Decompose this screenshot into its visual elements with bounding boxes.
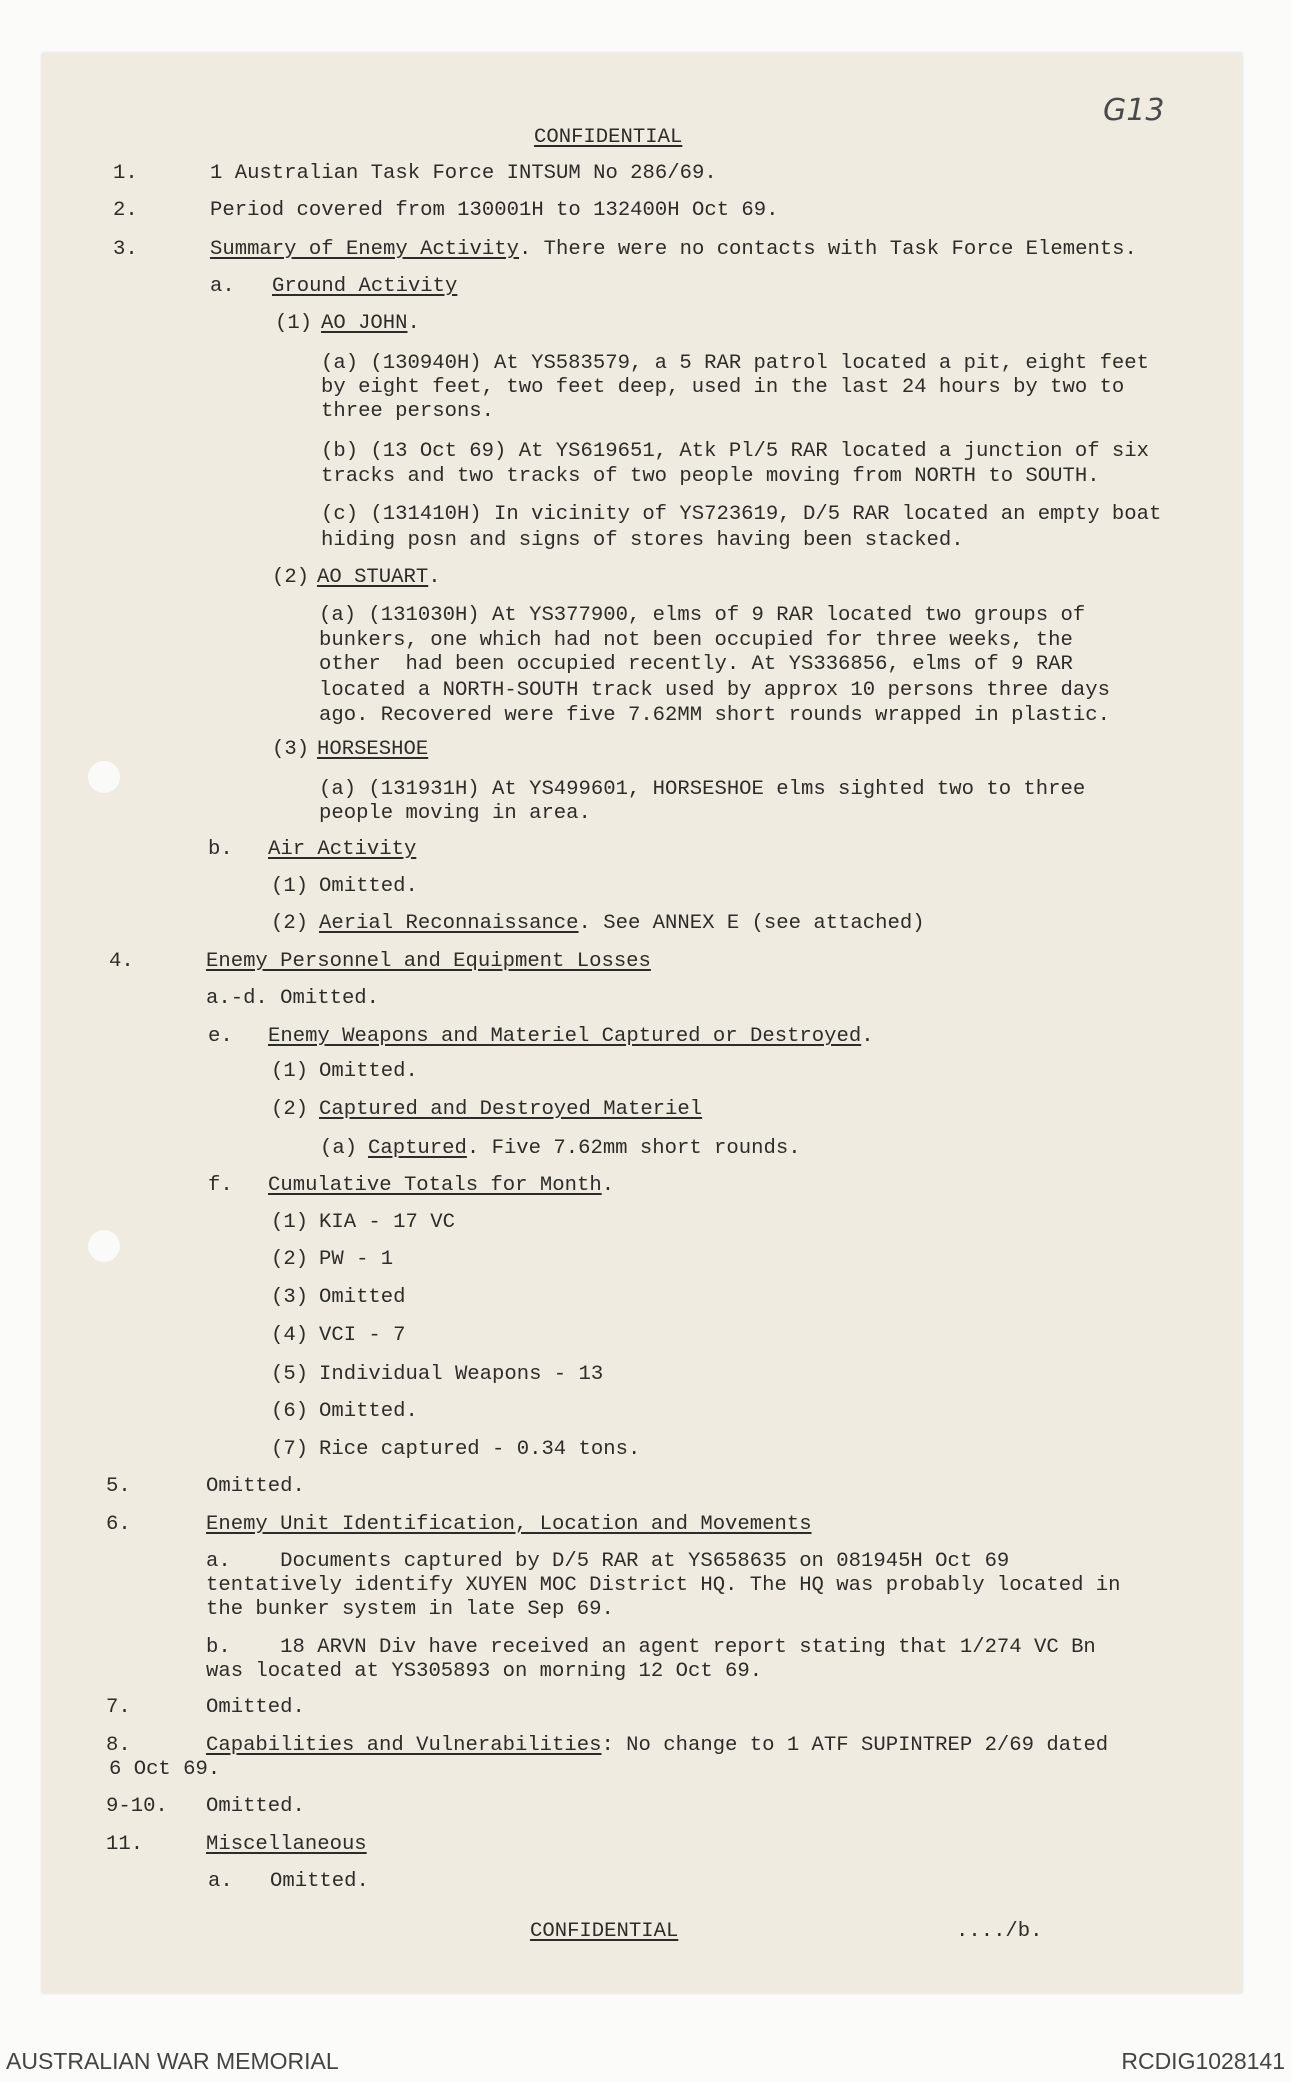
paragraph-number: (6) — [271, 1400, 309, 1423]
body-text: . — [407, 312, 420, 335]
paragraph-number: (2) — [271, 1248, 309, 1271]
text-line — [319, 1211, 455, 1235]
paragraph-number: b. — [208, 838, 233, 861]
paragraph-number: 8. — [106, 1734, 131, 1757]
body-text: was located at YS305893 on morning 12 Oct 69. — [206, 1660, 763, 1683]
body-text: bunkers, one which had not been occupied for three weeks, the — [319, 629, 1073, 652]
body-text: 6 Oct 69. — [109, 1758, 221, 1781]
body-text: three persons. — [321, 400, 495, 423]
body-text: . There were no contacts with Task Force Elements. — [518, 238, 1137, 261]
body-text: ago. Recovered were five 7.62MM short rounds wrapped in plastic. — [319, 704, 1110, 727]
body-text: tracks and two tracks of two people moving from NORTH to SOUTH. — [321, 465, 1100, 488]
text-line — [319, 1248, 393, 1272]
paragraph-number: (1) — [271, 1211, 309, 1234]
body-text: . Five 7.62mm short rounds. — [466, 1137, 801, 1160]
body-text: (a) (130940H) At YS583579, a 5 RAR patrol located a pit, eight feet — [321, 352, 1150, 375]
text-line — [206, 1734, 1108, 1758]
paragraph-number: 5. — [106, 1475, 131, 1498]
body-text: Period covered from 130001H to 132400H Oct 69. — [210, 199, 779, 222]
text-line — [319, 1324, 406, 1348]
body-text: : No change to 1 ATF SUPINTREP 2/69 dated — [601, 1734, 1109, 1757]
heading-text: Enemy Weapons and Materiel Captured or Destroyed — [268, 1025, 862, 1048]
text-line — [206, 987, 379, 1011]
heading-text: HORSESHOE — [317, 738, 429, 761]
text-line — [206, 1550, 1009, 1574]
paragraph-number: (2) — [271, 1098, 309, 1121]
footer-classification: CONFIDENTIAL — [530, 1920, 679, 1943]
paragraph-number: (1) — [271, 875, 309, 898]
paragraph-number: 6. — [106, 1513, 131, 1536]
paragraph-number: a. — [210, 275, 235, 298]
text-line — [210, 238, 1137, 262]
heading-text: AO JOHN — [321, 312, 408, 335]
text-line — [268, 1025, 874, 1049]
body-text: the bunker system in late Sep 69. — [206, 1598, 614, 1621]
paragraph-number: (1) — [271, 1060, 309, 1083]
paragraph-number: 9-10. — [106, 1795, 168, 1818]
body-text: Omitted. — [319, 1060, 418, 1083]
archive-id: RCDIG1028141 — [1121, 2048, 1285, 2074]
body-text: . — [601, 1174, 615, 1197]
text-line — [321, 529, 964, 553]
text-line — [321, 312, 420, 336]
text-line — [319, 704, 1110, 728]
text-line — [319, 1286, 406, 1310]
paragraph-number: (2) — [271, 912, 309, 935]
body-text: Omitted. — [270, 1870, 369, 1893]
body-text: a. Documents captured by D/5 RAR at YS658635 on 081945H Oct 69 — [206, 1550, 1010, 1573]
text-line — [317, 566, 441, 590]
body-text: . — [428, 566, 441, 589]
text-line — [319, 875, 418, 899]
paragraph-number: (4) — [271, 1324, 309, 1347]
body-text: people moving in area. — [319, 802, 591, 825]
text-line — [319, 629, 1073, 653]
heading-text: Enemy Unit Identification, Location and Movements — [206, 1513, 812, 1536]
heading-text: Aerial Reconnaissance — [319, 912, 579, 935]
text-line — [206, 950, 651, 974]
paragraph-number: 2. — [113, 199, 138, 222]
heading-text: Enemy Personnel and Equipment Losses — [206, 950, 651, 973]
paragraph-number: 11. — [106, 1833, 144, 1856]
body-text: hiding posn and signs of stores having been stacked. — [321, 529, 964, 552]
body-text: (a) (131030H) At YS377900, elms of 9 RAR located two groups of — [319, 604, 1086, 627]
paragraph-number: (5) — [271, 1363, 309, 1386]
body-text: a.-d. Omitted. — [206, 987, 380, 1010]
header-classification: CONFIDENTIAL — [534, 126, 683, 149]
paragraph-number: (3) — [271, 1286, 309, 1309]
punch-hole — [88, 1230, 120, 1262]
paragraph-number: 4. — [109, 950, 134, 973]
text-line — [319, 679, 1110, 703]
text-line — [206, 1660, 762, 1684]
text-line — [319, 912, 925, 936]
paragraph-number: (2) — [272, 566, 310, 589]
heading-text: Summary of Enemy Activity — [210, 238, 519, 261]
text-line — [206, 1696, 305, 1720]
text-line — [321, 400, 494, 424]
page-mark: G13 — [1103, 93, 1165, 128]
body-text: located a NORTH-SOUTH track used by approx 10 persons three days — [319, 679, 1110, 702]
body-text: Omitted. — [206, 1696, 305, 1719]
body-text: (a) (131931H) At YS499601, HORSESHOE elms sighted two to three — [319, 778, 1086, 801]
paragraph-number: 3. — [113, 238, 138, 261]
text-line — [319, 1363, 603, 1387]
text-line — [206, 1574, 1121, 1598]
text-line — [206, 1795, 305, 1819]
body-text: (b) (13 Oct 69) At YS619651, Atk Pl/5 RAR located a junction of six — [321, 440, 1150, 463]
heading-text: Captured and Destroyed Materiel — [319, 1098, 703, 1121]
text-line — [270, 1870, 369, 1894]
paragraph-number: (1) — [275, 312, 313, 335]
body-text: Omitted. — [206, 1475, 305, 1498]
body-text: other had been occupied recently. At YS336856, elms of 9 RAR — [319, 653, 1073, 676]
text-line — [319, 1098, 702, 1122]
text-line — [206, 1598, 614, 1622]
text-line — [210, 162, 717, 186]
text-line — [319, 653, 1073, 677]
text-line — [319, 1400, 418, 1424]
text-line — [317, 738, 428, 762]
body-text: b. 18 ARVN Div have received an agent report stating that 1/274 VC Bn — [206, 1636, 1096, 1659]
text-line — [268, 838, 416, 862]
body-text: 1 Australian Task Force INTSUM No 286/69. — [210, 162, 717, 185]
punch-hole — [88, 761, 120, 793]
paragraph-number: (7) — [271, 1438, 309, 1461]
text-line — [206, 1636, 1096, 1660]
text-line — [321, 503, 1161, 527]
archive-institution: AUSTRALIAN WAR MEMORIAL — [6, 2048, 339, 2074]
body-text: (c) (131410H) In vicinity of YS723619, D/5 RAR located an empty boat — [321, 503, 1162, 526]
paragraph-number: e. — [208, 1025, 233, 1048]
continuation-marker: ..../b. — [956, 1920, 1043, 1943]
paragraph-number: a. — [208, 1870, 233, 1893]
text-line — [319, 1438, 640, 1462]
body-text: Rice captured - 0.34 tons. — [319, 1438, 641, 1461]
heading-text: Captured — [368, 1137, 467, 1160]
text-line — [272, 275, 457, 299]
paragraph-number: (a) — [320, 1137, 358, 1160]
body-text: Omitted. — [319, 875, 418, 898]
body-text: . See ANNEX E (see attached) — [578, 912, 925, 935]
body-text: Individual Weapons - 13 — [319, 1363, 604, 1386]
text-line — [319, 1060, 418, 1084]
text-line — [368, 1137, 801, 1161]
body-text: Omitted. — [206, 1795, 305, 1818]
text-line — [321, 352, 1149, 376]
text-line — [319, 802, 591, 826]
text-line — [206, 1513, 812, 1537]
body-text: VCI - 7 — [319, 1324, 406, 1347]
heading-text: Capabilities and Vulnerabilities — [206, 1734, 602, 1757]
text-line — [109, 1758, 220, 1782]
body-text: . — [861, 1025, 874, 1048]
body-text: Omitted — [319, 1286, 406, 1309]
paragraph-number: (3) — [272, 738, 310, 761]
paragraph-number: f. — [208, 1174, 233, 1197]
heading-text: Air Activity — [268, 838, 417, 861]
text-line — [210, 199, 778, 223]
body-text: tentatively identify XUYEN MOC District HQ. The HQ was probably located in — [206, 1574, 1121, 1597]
paragraph-number: 1. — [113, 162, 138, 185]
body-text: KIA - 17 VC — [319, 1211, 455, 1234]
heading-text: Cumulative Totals for Month — [268, 1174, 602, 1197]
heading-text: AO STUART — [317, 566, 429, 589]
text-line — [321, 465, 1100, 489]
heading-text: Ground Activity — [272, 275, 458, 298]
text-line — [321, 376, 1124, 400]
body-text: PW - 1 — [319, 1248, 394, 1271]
text-line — [319, 778, 1085, 802]
text-line — [206, 1833, 367, 1857]
text-line — [321, 440, 1149, 464]
text-line — [319, 604, 1085, 628]
paragraph-number: 7. — [106, 1696, 131, 1719]
heading-text: Miscellaneous — [206, 1833, 367, 1856]
text-line — [268, 1174, 614, 1198]
text-line — [206, 1475, 305, 1499]
body-text: Omitted. — [319, 1400, 418, 1423]
body-text: by eight feet, two feet deep, used in the last 24 hours by two to — [321, 376, 1125, 399]
